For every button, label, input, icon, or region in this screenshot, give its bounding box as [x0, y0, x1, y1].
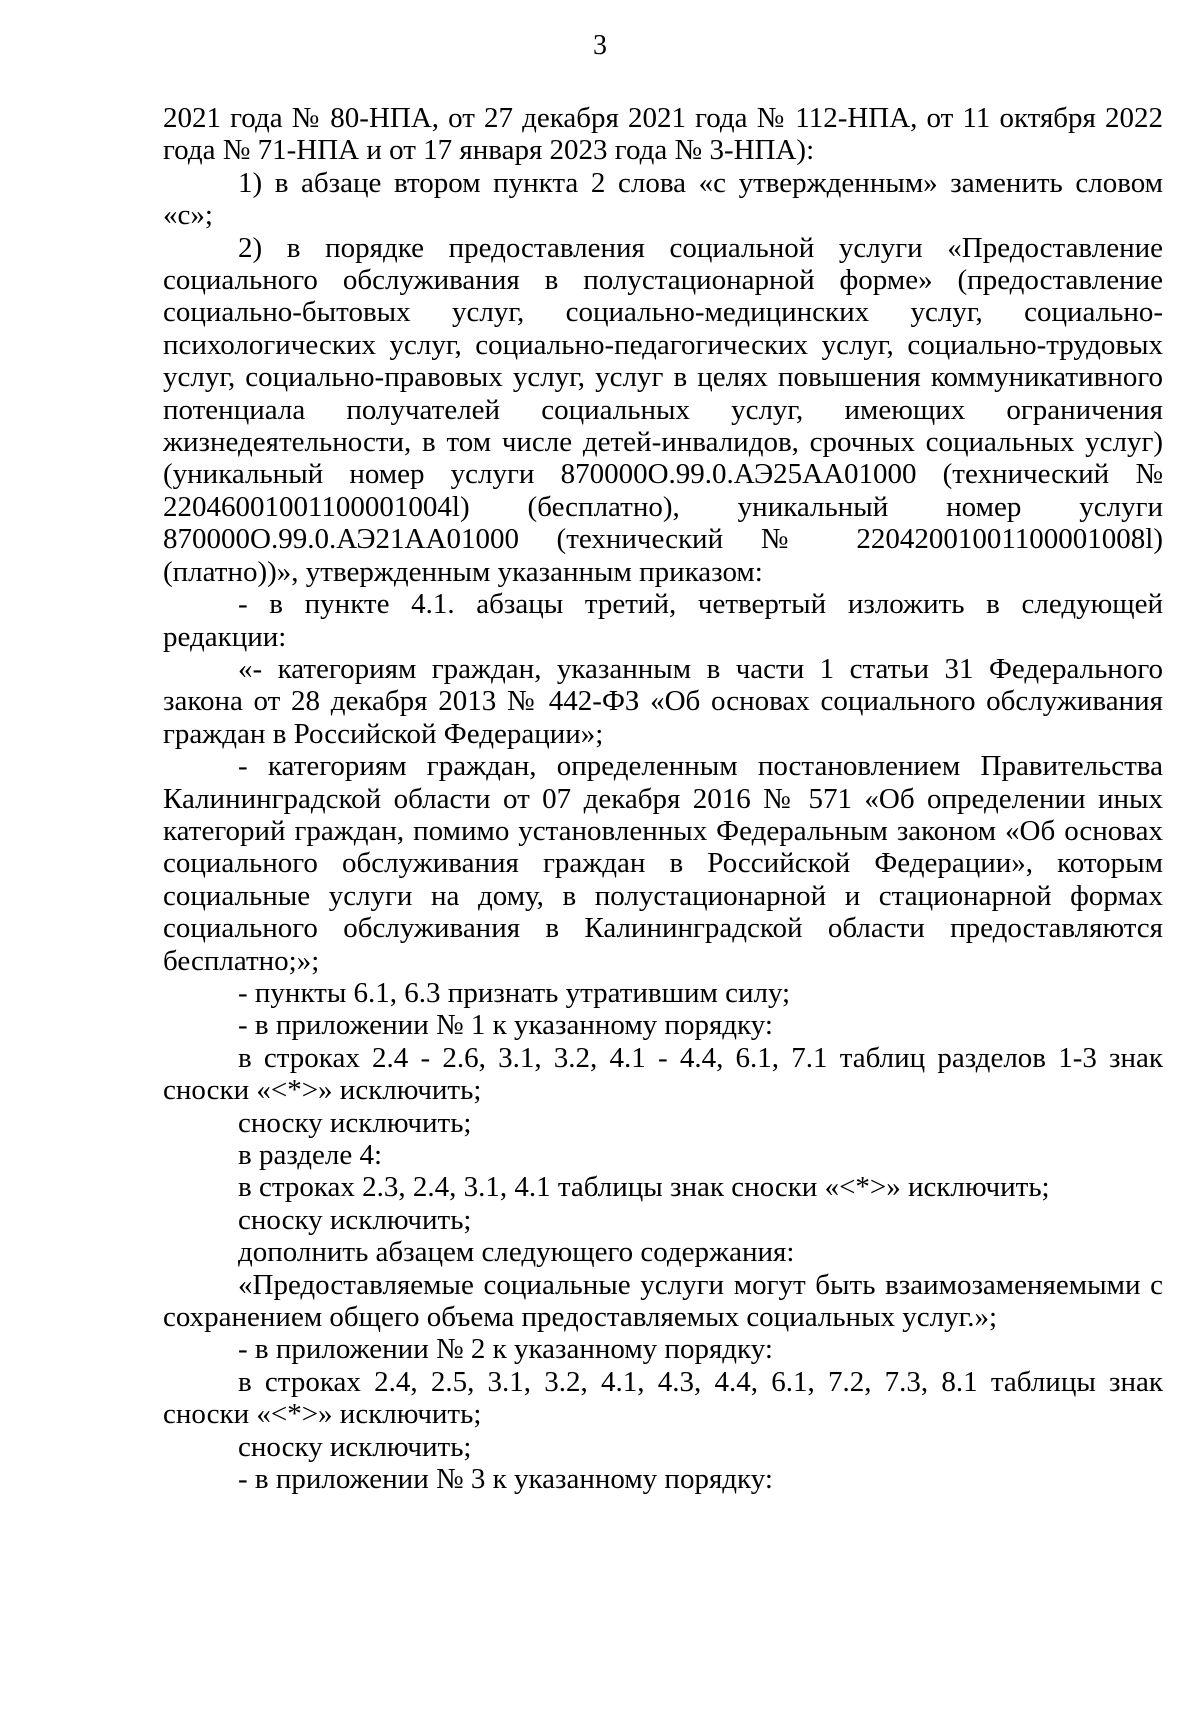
paragraph-add-paragraph: дополнить абзацем следующего содержания:: [238, 1236, 795, 1269]
paragraph-appendix-1: - в приложении № 1 к указанному порядку:: [238, 1009, 773, 1042]
paragraph-points-repealed: - пункты 6.1, 6.3 признать утратившим силу;: [238, 976, 791, 1009]
document-body: [163, 102, 1163, 1495]
paragraph-section-4: в разделе 4:: [238, 1139, 383, 1171]
paragraph-appendix-1-rows: в строках 2.4 - 2.6, 3.1, 3.2, 4.1 - 4.4, 6.1, 7.1 таблиц разделов 1-3 знак сноски «<*>» исключить;: [163, 1041, 1163, 1107]
paragraph-footnote-removed-1: сноску исключить;: [238, 1106, 472, 1139]
paragraph-citizen-categories-law: «- категориям граждан, указанным в части 1 статьи 31 Федерального закона от 28 декабря 2013 № 442-ФЗ «Об основах социального обслуживания граждан в Российской Федерации»;: [163, 652, 1163, 750]
paragraph-interchangeable-services: «Предоставляемые социальные услуги могут быть взаимозаменяемыми с сохранением общего объема предоставляемых социальных услуг.»;: [163, 1268, 1163, 1334]
paragraph-appendix-3: - в приложении № 3 к указанному порядку:: [238, 1463, 773, 1496]
paragraph-section-4-rows: в строках 2.3, 2.4, 3.1, 4.1 таблицы знак сноски «<*>» исключить;: [238, 1171, 1050, 1204]
paragraph-item-1: 1) в абзаце втором пункта 2 слова «с утвержденным» заменить словом «с»;: [163, 166, 1163, 232]
paragraph-footnote-removed-3: сноску исключить;: [238, 1430, 472, 1463]
paragraph-appendix-2-rows: в строках 2.4, 2.5, 3.1, 3.2, 4.1, 4.3, 4.4, 6.1, 7.2, 7.3, 8.1 таблицы знак сноски «<*>» исключить;: [163, 1365, 1163, 1431]
paragraph-item-2: 2) в порядке предоставления социальной услуги «Предоставление социального обслуживания в полустационарной форме» (предоставление социально-бытовых услуг, социально-медицинских услуг, социально-психологических услуг, социально-педагогических услуг, социально-трудовых услуг, социально-правовых услуг, услуг в целях повышения коммуникативного потенциала получателей социальных услуг, имеющих ограничения жизнедеятельности, в том числе детей-инвалидов, срочных социальных услуг) (уникальный номер услуги 870000О.99.0.АЭ25АА01000 (технический № 22046001001100001004l) (бесплатно), уникальный номер услуги 870000О.99.0.АЭ21АА01000 (технический № 22042001001100001008l) (платно))», утвержденным указанным приказом:: [163, 231, 1163, 588]
page-number: 3: [593, 30, 607, 61]
paragraph-appendix-2: - в приложении № 2 к указанному порядку:: [238, 1333, 773, 1366]
paragraph-citizen-categories-decree: - категориям граждан, определенным постановлением Правительства Калининградской области от 07 декабря 2016 № 571 «Об определении иных категорий граждан, помимо установленных Федеральным законом «Об основах социального обслуживания граждан в Российской Федерации», которым социальные услуги на дому, в полустационарной и стационарной формах социального обслуживания в Калининградской области предоставляются бесплатно;»;: [163, 750, 1163, 977]
paragraph-amendments-intro: 2021 года № 80-НПА, от 27 декабря 2021 года № 112-НПА, от 11 октября 2022 года № 71-НПА и от 17 января 2023 года № 3-НПА):: [163, 102, 1163, 167]
paragraph-point-4-1: - в пункте 4.1. абзацы третий, четвертый изложить в следующей редакции:: [163, 588, 1163, 653]
paragraph-footnote-removed-2: сноску исключить;: [238, 1203, 472, 1236]
